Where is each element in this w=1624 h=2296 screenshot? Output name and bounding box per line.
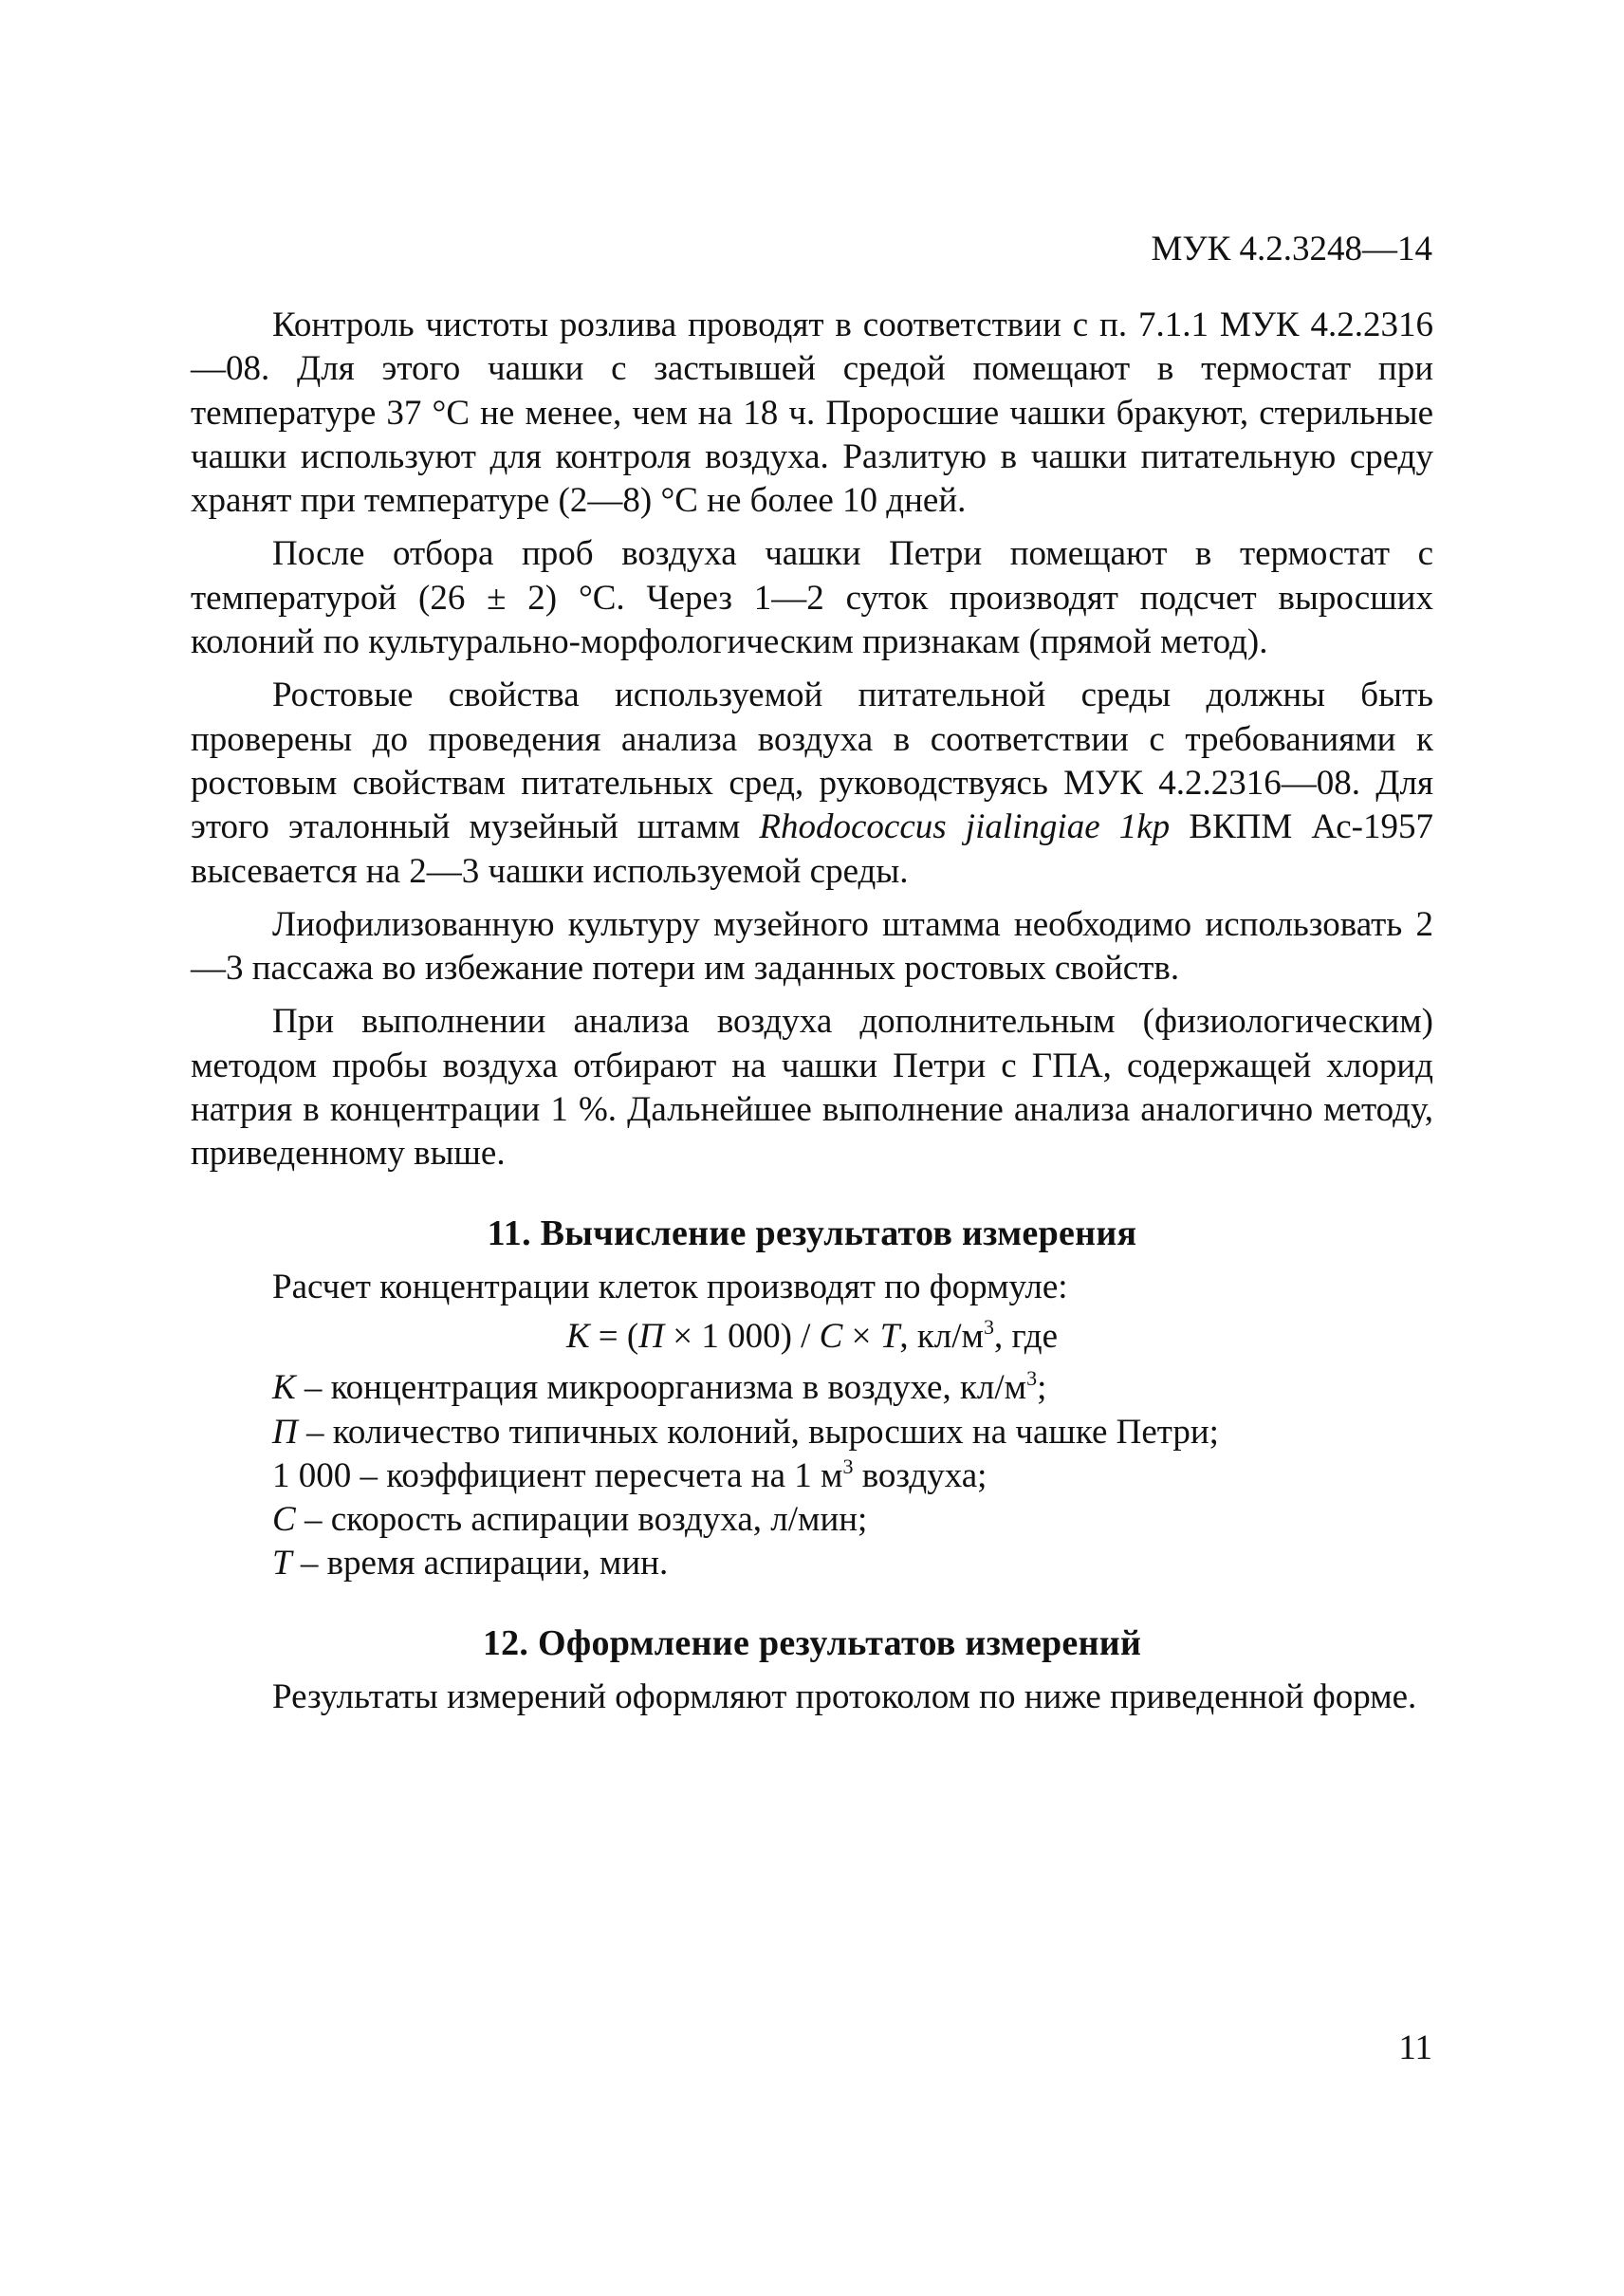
legend-exponent: 3 <box>842 1454 854 1478</box>
legend-item-t <box>272 1542 1433 1585</box>
legend-text: – концентрация микроорганизма в воздухе, кл/м <box>295 1368 1027 1408</box>
paragraph-growth-properties <box>191 674 1433 893</box>
legend-text: – количество типичных колоний, выросших на чашке Петри; <box>297 1412 1219 1452</box>
formula-unit: , кл/м <box>899 1316 984 1356</box>
formula-var-t: Т <box>879 1316 900 1356</box>
page-number: 11 <box>1398 2028 1432 2067</box>
legend-item-c <box>272 1498 1433 1542</box>
species-name: Rhodococcus jialingiae 1kp <box>759 807 1171 847</box>
formula-part: × <box>842 1316 880 1356</box>
legend-text: – скорость аспирации воздуха, л/мин; <box>295 1500 868 1540</box>
legend-item-k <box>272 1366 1433 1410</box>
paragraph-lyophilized: Лиофилизованную культуру музейного штамма необходимо использовать 2—3 пассажа во избежание потери им заданных ростовых свойств. <box>191 904 1433 989</box>
paragraph-growth-text-end: ВКПМ Ас-1957 высевается на 2—3 чашки используемой среды. <box>191 807 1433 891</box>
legend-text: – время аспирации, мин. <box>291 1544 669 1583</box>
formula-intro: Расчет концентрации клеток производят по формуле: <box>272 1267 1068 1306</box>
section-12-heading: 12. Оформление результатов измерений <box>482 1622 1142 1663</box>
legend-symbol: П <box>272 1412 298 1452</box>
formula-legend <box>191 1366 1433 1585</box>
legend-text: 1 000 – коэффициент пересчета на 1 м <box>272 1455 843 1495</box>
formula-part: × 1 000) / <box>663 1316 820 1356</box>
legend-tail: ; <box>1037 1368 1047 1408</box>
document-code: МУК 4.2.3248—14 <box>1151 230 1432 268</box>
legend-tail: воздуха; <box>853 1455 987 1495</box>
legend-item-p <box>272 1411 1433 1454</box>
paragraph-growth-text-start: Ростовые свойства используемой питательной среды должны быть проверены до проведения анализа воздуха в соответствии с требованиями к ростовым свойствам питательных сред, руководствуясь МУК 4.2.2316—08. Для этого эталонный музейный штамм <box>191 676 1433 847</box>
page-body <box>191 304 1433 1719</box>
formula-var-p: П <box>638 1316 664 1356</box>
formula-var-k: К <box>565 1316 590 1356</box>
paragraph-pour-control: Контроль чистоты розлива проводят в соответствии с п. 7.1.1 МУК 4.2.2316—08. Для этого чашки с застывшей средой помещают в термостат при температуре 37 °С не менее, чем на 18 ч. Проросшие чашки бракуют, стерильные чашки используют для контроля воздуха. Разлитую в чашки питательную среду хранят при температуре (2—8) °С не более 10 дней. <box>191 306 1433 521</box>
section-11-heading: 11. Вычисление результатов измерения <box>487 1213 1137 1253</box>
concentration-formula <box>191 1315 1433 1359</box>
paragraph-incubation: После отбора проб воздуха чашки Петри помещают в термостат с температурой (26 ± 2) °С. Через 1—2 суток производят подсчет выросших колоний по культурально-морфологическим признакам (прямой метод). <box>191 534 1433 662</box>
legend-symbol: Т <box>272 1544 292 1583</box>
legend-symbol: С <box>272 1500 296 1540</box>
legend-symbol: К <box>272 1368 296 1408</box>
legend-item-1000 <box>272 1454 1433 1498</box>
formula-unit-exponent: 3 <box>983 1314 994 1339</box>
formula-part: = ( <box>589 1316 639 1356</box>
formula-var-c: С <box>819 1316 843 1356</box>
paragraph-physiological-method: При выполнении анализа воздуха дополнительным (физиологическим) методом пробы воздуха отбирают на чашки Петри с ГПА, содержащей хлорид натрия в концентрации 1 %. Дальнейшее выполнение анализа аналогично методу, приведенному выше. <box>191 1002 1433 1174</box>
paragraph-results-form: Результаты измерений оформляют протоколом по ниже приведенной форме. <box>272 1676 1417 1716</box>
legend-exponent: 3 <box>1026 1366 1038 1391</box>
formula-tail: , где <box>993 1316 1059 1356</box>
